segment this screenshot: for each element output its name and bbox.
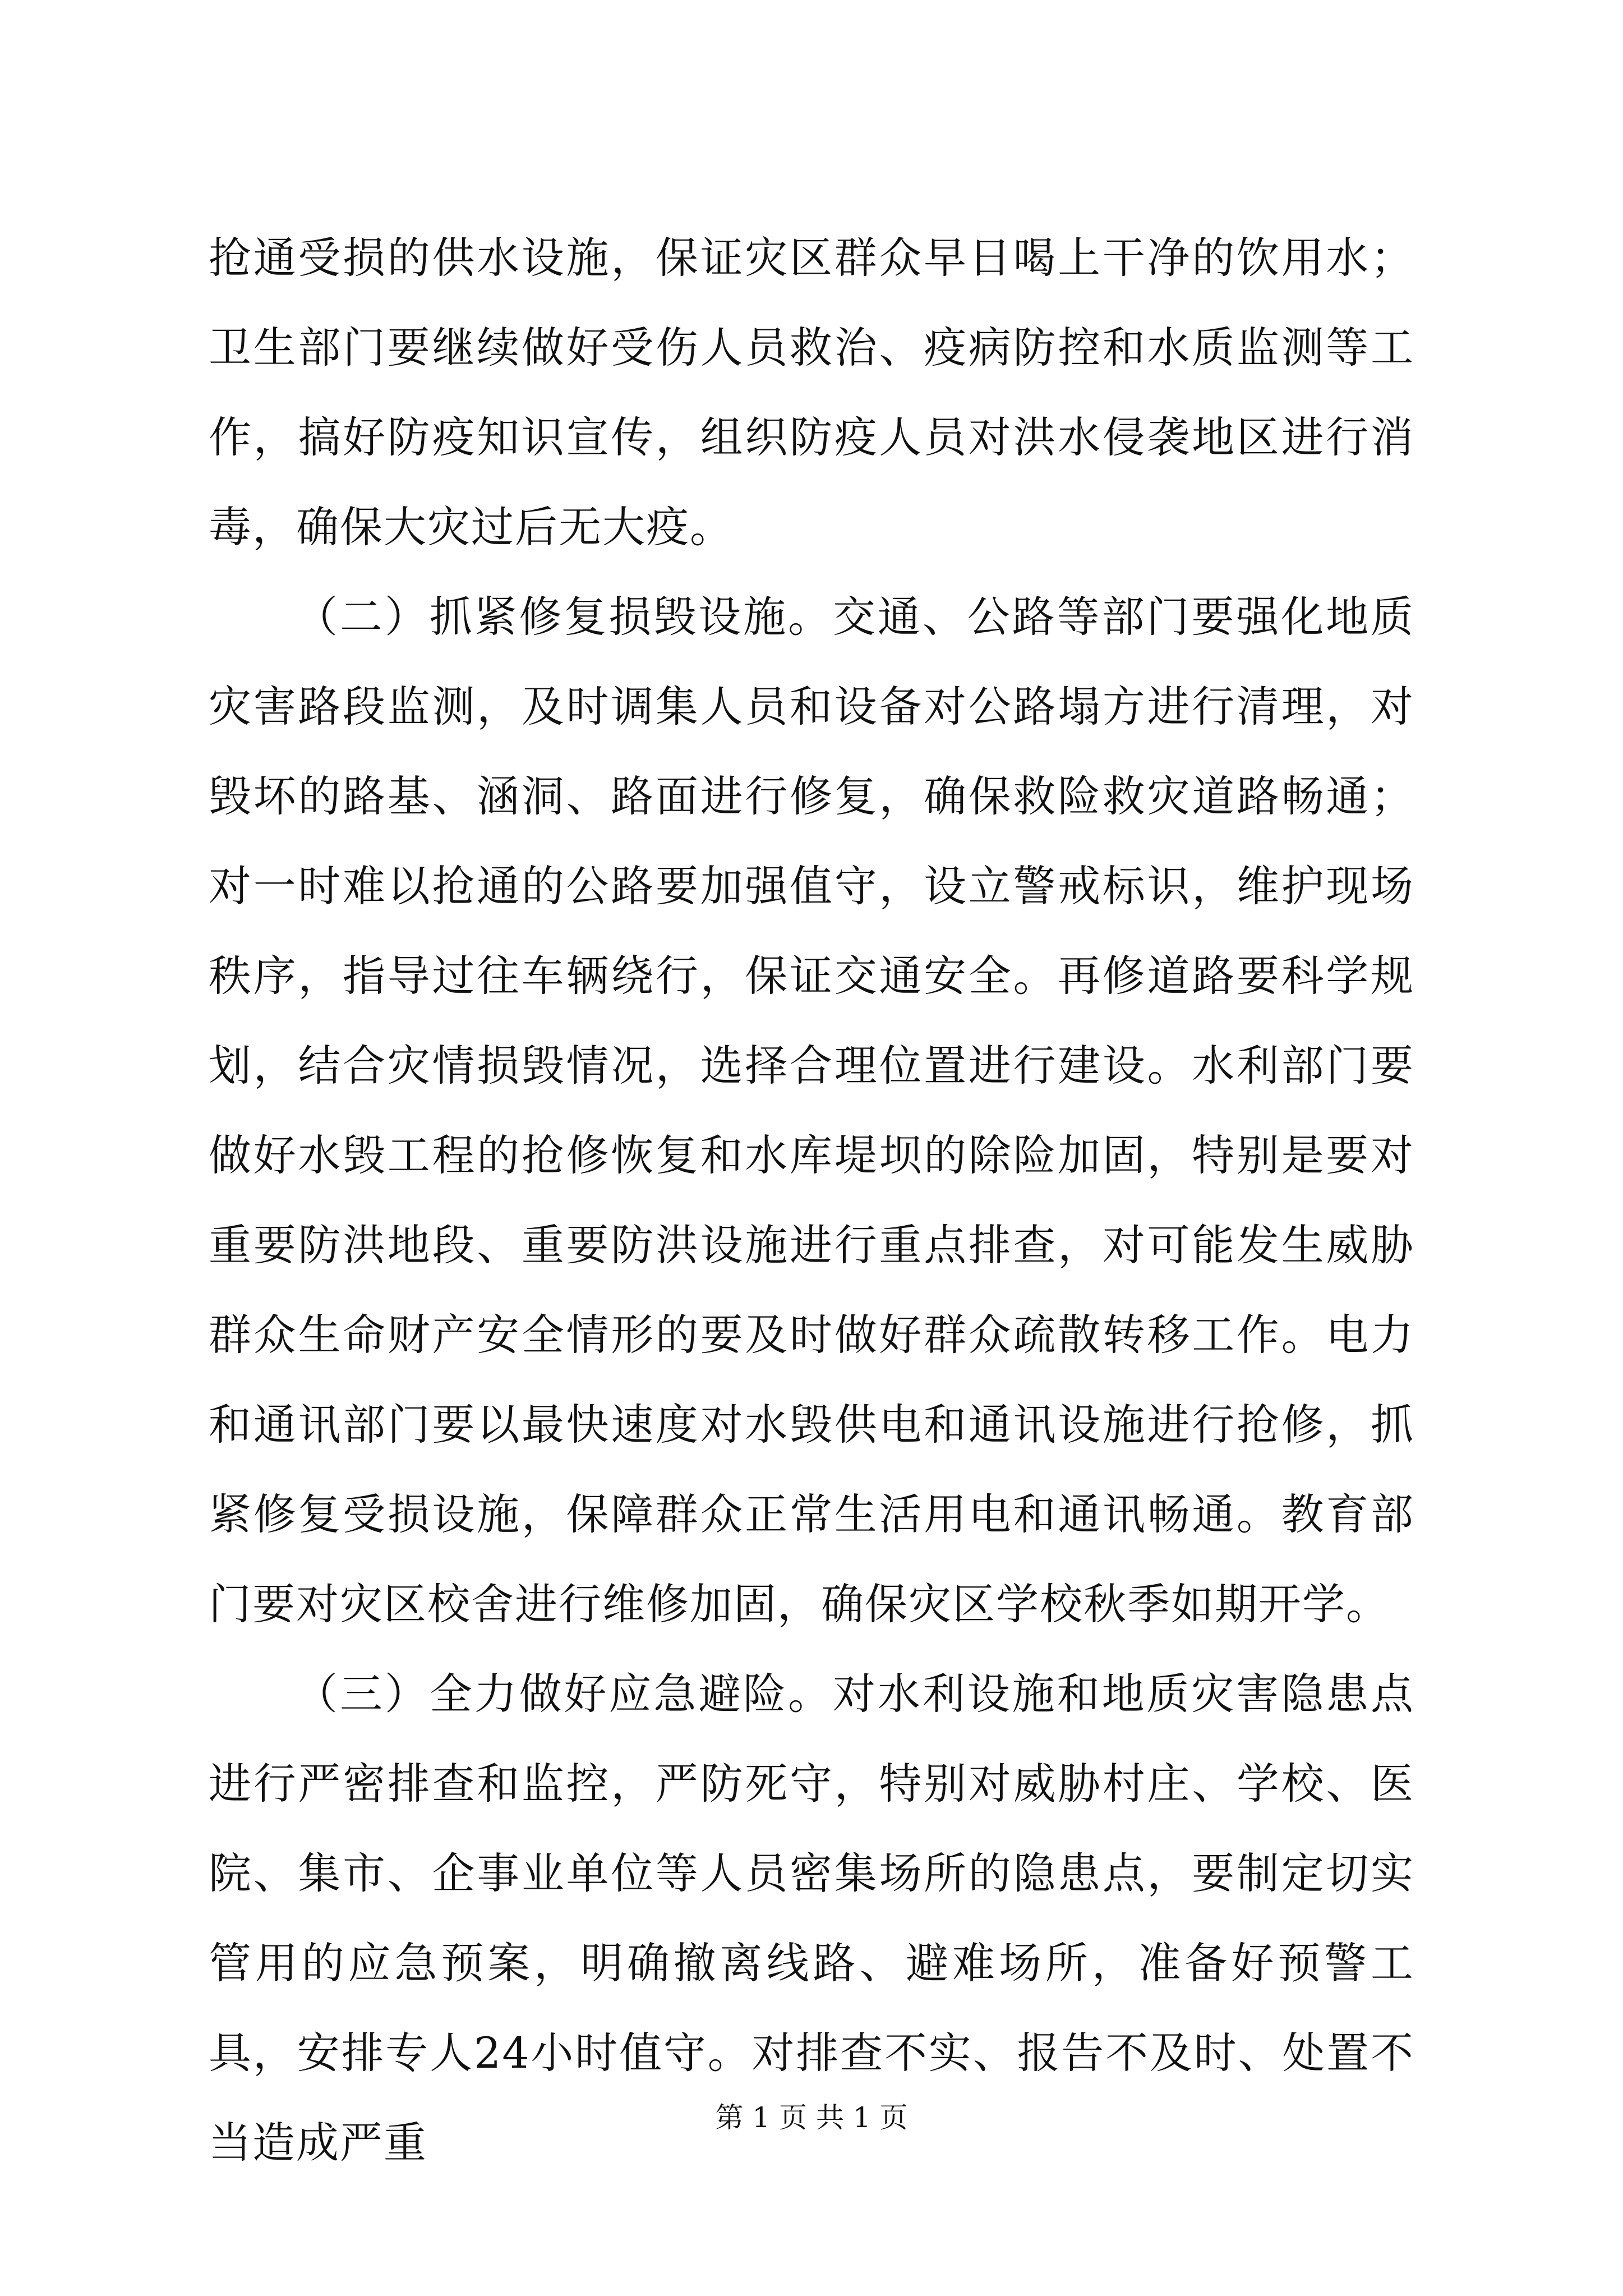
- page-number-footer: 第 1 页 共 1 页: [715, 2101, 908, 2134]
- document-body: [209, 213, 1414, 2188]
- paragraph-section-2: （二）抓紧修复损毁设施。交通、公路等部门要强化地质灾害路段监测，及时调集人员和设备对公路塌方进行清理，对毁坏的路基、涵洞、路面进行修复，确保救险救灾道路畅通；对一时难以抢通的公路要加强值守，设立警戒标识，维护现场秩序，指导过往车辆绕行，保证交通安全。再修道路要科学规划，结合灾情损毁情况，选择合理位置进行建设。水利部门要做好水毁工程的抢修恢复和水库堤坝的除险加固，特别是要对重要防洪地段、重要防洪设施进行重点排查，对可能发生威胁群众生命财产安全情形的要及时做好群众疏散转移工作。电力和通讯部门要以最快速度对水毁供电和通讯设施进行抢修，抓紧修复受损设施，保障群众正常生活用电和通讯畅通。教育部门要对灾区校舍进行维修加固，确保灾区学校秋季如期开学。: [209, 592, 1414, 1629]
- paragraph-continuation: 抢通受损的供水设施，保证灾区群众早日喝上干净的饮用水；卫生部门要继续做好受伤人员救治、疫病防控和水质监测等工作，搞好防疫知识宣传，组织防疫人员对洪水侵袭地区进行消毒，确保大灾过后无大疫。: [209, 233, 1414, 552]
- paragraph-section-3: （三）全力做好应急避险。对水利设施和地质灾害隐患点进行严密排查和监控，严防死守，特别对威胁村庄、学校、医院、集市、企事业单位等人员密集场所的隐患点，要制定切实管用的应急预案，明确撤离线路、避难场所，准备好预警工具，安排专人24小时值守。对排查不实、报告不及时、处置不当造成严重: [209, 1669, 1414, 2168]
